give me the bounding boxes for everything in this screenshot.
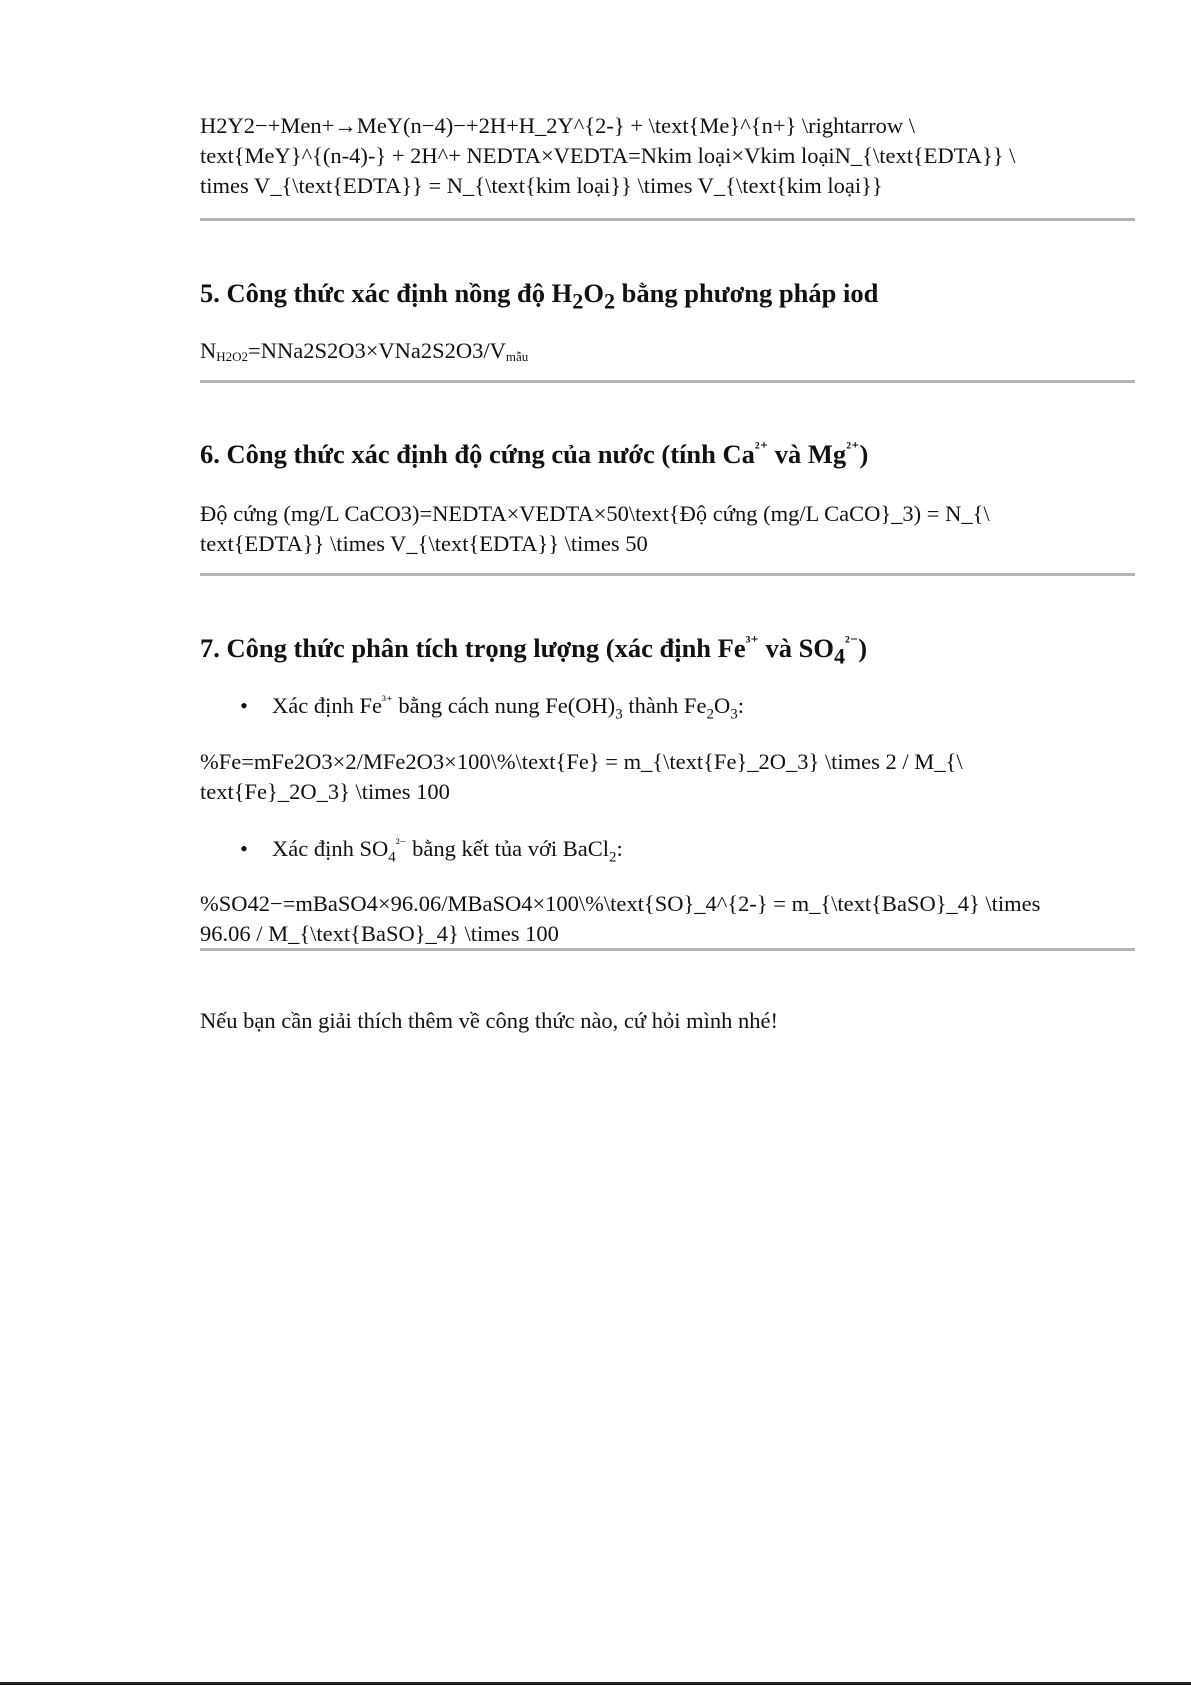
section-7-formula-2-line-1: %SO42−=mBaSO4×96.06/MBaSO4×100\%\text{SO}_4^{2-} = m_{\text{BaSO}_4} \times xyxy=(200,891,1041,916)
section-7-formula-1-line-1: %Fe=mFe2O3×2/MFe2O3×100\%\text{Fe} = m_{\text{Fe}_2O_3} \times 2 / M_{\ xyxy=(200,749,963,774)
section-7-bullet-1: • Xác định $Fe^{^{3+}}$ bằng cách nung $Fe(OH)_3$ thành $Fe_2O_3$: xyxy=(240,692,744,723)
section-7-formula-2-line-2: 96.06 / M_{\text{BaSO}_4} \times 100 xyxy=(200,921,559,946)
section-7-formula-1 xyxy=(200,747,1135,807)
section-5-heading: 5. Công thức xác định nồng độ $H_2O_2$ bằng phương pháp iod xyxy=(200,278,879,314)
section-6-formula xyxy=(200,499,1135,559)
intro-formula-line-1: H2Y2−+Men+→MeY(n−4)−+2H+H_2Y^{2-} + \text{Me}^{n+} \rightarrow \ xyxy=(200,113,916,138)
bullet-dot: • xyxy=(240,836,248,861)
section-6-formula-line-2: text{EDTA}} \times V_{\text{EDTA}} \times 50 xyxy=(200,531,648,556)
section-7-formula-2 xyxy=(200,889,1135,949)
closing-text: Nếu bạn cần giải thích thêm về công thức nào, cứ hỏi mình nhé! xyxy=(200,1008,778,1033)
section-6-heading: 6. Công thức xác định độ cứng của nước (tính $Ca^{^{2+}}$ và $Mg^{^{2+}}$) xyxy=(200,439,869,469)
intro-formula-line-2: text{MeY}^{(n-4)-} + 2H^+ NEDTA×VEDTA=Nkim loại×Vkim loạiN_{\text{EDTA}} \ xyxy=(200,143,1016,168)
bullet-dot: • xyxy=(240,693,248,718)
section-7-formula-1-line-2: text{Fe}_2O_3} \times 100 xyxy=(200,779,450,804)
section-7-bullet-2: • Xác định $SO_4^{^{2-}}$ bằng kết tủa với BaCl$_2$: xyxy=(240,835,623,866)
divider xyxy=(200,573,1135,576)
section-5-formula: NH2O2=NNa2S2O3×VNa2S2O3/Vmẫu xyxy=(200,338,529,364)
section-7-heading: 7. Công thức phân tích trọng lượng (xác định $Fe^{^{3+}}$ và $SO_4^{^{2-}}$) xyxy=(200,633,868,669)
divider xyxy=(200,380,1135,383)
divider xyxy=(200,948,1135,951)
intro-formula xyxy=(200,111,1135,201)
divider xyxy=(200,218,1135,221)
section-6-formula-line-1: Độ cứng (mg/L CaCO3)=NEDTA×VEDTA×50\text{Độ cứng (mg/L CaCO}_3) = N_{\ xyxy=(200,501,990,526)
intro-formula-line-3: times V_{\text{EDTA}} = N_{\text{kim loại}} \times V_{\text{kim loại}} xyxy=(200,173,883,198)
